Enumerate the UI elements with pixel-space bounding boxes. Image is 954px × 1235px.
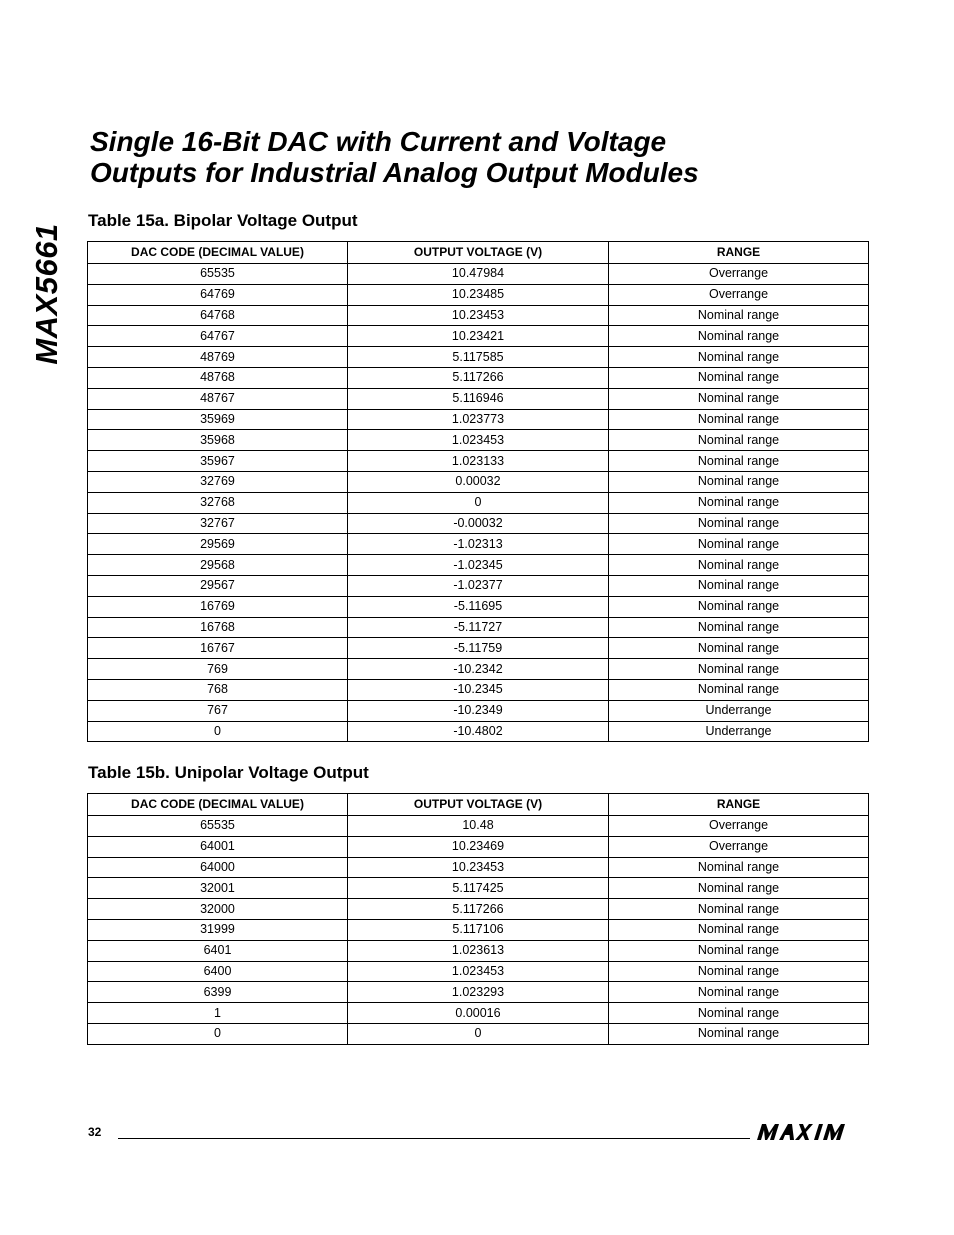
dac-code-cell: 767 <box>88 700 348 721</box>
output-voltage-cell: -10.2342 <box>348 659 609 680</box>
table-row <box>88 596 869 617</box>
column-header-output-voltage: OUTPUT VOLTAGE (V) <box>348 242 609 264</box>
range-cell: Nominal range <box>609 347 869 368</box>
output-voltage-cell: 10.23485 <box>348 284 609 305</box>
table-15b-title: Table 15b. Unipolar Voltage Output <box>88 763 369 782</box>
dac-code-cell: 35967 <box>88 451 348 472</box>
dac-code-cell: 6401 <box>88 940 348 961</box>
range-cell: Nominal range <box>609 409 869 430</box>
dac-code-cell: 0 <box>88 721 348 742</box>
range-cell: Underrange <box>609 721 869 742</box>
output-voltage-cell: 10.23453 <box>348 305 609 326</box>
range-cell: Nominal range <box>609 679 869 700</box>
range-cell: Nominal range <box>609 617 869 638</box>
output-voltage-cell: -10.2349 <box>348 700 609 721</box>
range-cell: Nominal range <box>609 534 869 555</box>
range-cell: Overrange <box>609 264 869 285</box>
table-row <box>88 679 869 700</box>
output-voltage-cell: 0.00032 <box>348 471 609 492</box>
range-cell: Nominal range <box>609 899 869 920</box>
output-voltage-cell: 0 <box>348 492 609 513</box>
output-voltage-cell: 5.116946 <box>348 388 609 409</box>
dac-code-cell: 0 <box>88 1023 348 1044</box>
range-cell: Nominal range <box>609 492 869 513</box>
table-row <box>88 492 869 513</box>
table-row <box>88 638 869 659</box>
column-header-range: RANGE <box>609 242 869 264</box>
table-15a-title: Table 15a. Bipolar Voltage Output <box>88 211 358 230</box>
range-cell: Nominal range <box>609 451 869 472</box>
table-row <box>88 347 869 368</box>
range-cell: Nominal range <box>609 575 869 596</box>
dac-code-cell: 32767 <box>88 513 348 534</box>
table-row <box>88 534 869 555</box>
dac-code-cell: 48767 <box>88 388 348 409</box>
dac-code-cell: 29569 <box>88 534 348 555</box>
document-title-line-1: Single 16-Bit DAC with Current and Voltage <box>90 126 667 157</box>
table-row <box>88 1023 869 1044</box>
dac-code-cell: 32000 <box>88 899 348 920</box>
output-voltage-cell: 0.00016 <box>348 1003 609 1024</box>
dac-code-cell: 16768 <box>88 617 348 638</box>
table-row <box>88 816 869 837</box>
output-voltage-cell: 1.023133 <box>348 451 609 472</box>
output-voltage-cell: -10.2345 <box>348 679 609 700</box>
table-row <box>88 264 869 285</box>
table-row <box>88 430 869 451</box>
document-title <box>90 126 890 188</box>
output-voltage-cell: -1.02345 <box>348 555 609 576</box>
table-row <box>88 513 869 534</box>
table-row <box>88 700 869 721</box>
output-voltage-cell: 5.117425 <box>348 878 609 899</box>
table-row <box>88 836 869 857</box>
table-row <box>88 878 869 899</box>
dac-code-cell: 1 <box>88 1003 348 1024</box>
dac-code-cell: 768 <box>88 679 348 700</box>
bipolar-voltage-table <box>87 241 869 742</box>
range-cell: Nominal range <box>609 513 869 534</box>
dac-code-cell: 65535 <box>88 264 348 285</box>
range-cell: Nominal range <box>609 961 869 982</box>
output-voltage-cell: 1.023453 <box>348 961 609 982</box>
table-header-row <box>88 794 869 816</box>
output-voltage-cell: 10.23453 <box>348 857 609 878</box>
table-row <box>88 284 869 305</box>
output-voltage-cell: -1.02313 <box>348 534 609 555</box>
range-cell: Nominal range <box>609 471 869 492</box>
output-voltage-cell: -5.11759 <box>348 638 609 659</box>
output-voltage-cell: 1.023613 <box>348 940 609 961</box>
table-row <box>88 899 869 920</box>
range-cell: Nominal range <box>609 857 869 878</box>
column-header-range: RANGE <box>609 794 869 816</box>
dac-code-cell: 31999 <box>88 919 348 940</box>
range-cell: Nominal range <box>609 919 869 940</box>
table-row <box>88 659 869 680</box>
output-voltage-cell: 1.023453 <box>348 430 609 451</box>
range-cell: Nominal range <box>609 878 869 899</box>
table-row <box>88 721 869 742</box>
dac-code-cell: 35969 <box>88 409 348 430</box>
table-row <box>88 409 869 430</box>
range-cell: Nominal range <box>609 305 869 326</box>
table-row <box>88 305 869 326</box>
output-voltage-cell: 5.117266 <box>348 899 609 920</box>
dac-code-cell: 16769 <box>88 596 348 617</box>
range-cell: Nominal range <box>609 1023 869 1044</box>
dac-code-cell: 769 <box>88 659 348 680</box>
range-cell: Nominal range <box>609 388 869 409</box>
dac-code-cell: 64000 <box>88 857 348 878</box>
column-header-output-voltage: OUTPUT VOLTAGE (V) <box>348 794 609 816</box>
range-cell: Nominal range <box>609 367 869 388</box>
table-header-row <box>88 242 869 264</box>
table-row <box>88 388 869 409</box>
table-row <box>88 617 869 638</box>
table-row <box>88 1003 869 1024</box>
dac-code-cell: 64767 <box>88 326 348 347</box>
dac-code-cell: 6399 <box>88 982 348 1003</box>
range-cell: Nominal range <box>609 555 869 576</box>
dac-code-cell: 6400 <box>88 961 348 982</box>
dac-code-cell: 32769 <box>88 471 348 492</box>
range-cell: Overrange <box>609 836 869 857</box>
column-header-dac-code: DAC CODE (DECIMAL VALUE) <box>88 242 348 264</box>
table-row <box>88 919 869 940</box>
table-row <box>88 367 869 388</box>
range-cell: Nominal range <box>609 659 869 680</box>
dac-code-cell: 64769 <box>88 284 348 305</box>
table-row <box>88 555 869 576</box>
range-cell: Nominal range <box>609 596 869 617</box>
table-row <box>88 451 869 472</box>
output-voltage-cell: -0.00032 <box>348 513 609 534</box>
table-row <box>88 857 869 878</box>
range-cell: Nominal range <box>609 940 869 961</box>
output-voltage-cell: -10.4802 <box>348 721 609 742</box>
table-row <box>88 961 869 982</box>
table-row <box>88 326 869 347</box>
range-cell: Nominal range <box>609 430 869 451</box>
dac-code-cell: 35968 <box>88 430 348 451</box>
unipolar-voltage-table <box>87 793 869 1045</box>
dac-code-cell: 48769 <box>88 347 348 368</box>
side-part-number <box>20 214 74 374</box>
dac-code-cell: 32001 <box>88 878 348 899</box>
document-title-line-2: Outputs for Industrial Analog Output Modules <box>90 157 699 188</box>
table-row <box>88 471 869 492</box>
dac-code-cell: 16767 <box>88 638 348 659</box>
output-voltage-cell: 5.117266 <box>348 367 609 388</box>
dac-code-cell: 48768 <box>88 367 348 388</box>
dac-code-cell: 32768 <box>88 492 348 513</box>
range-cell: Nominal range <box>609 982 869 1003</box>
page-number: 32 <box>88 1125 102 1139</box>
range-cell: Underrange <box>609 700 869 721</box>
range-cell: Nominal range <box>609 326 869 347</box>
range-cell: Overrange <box>609 816 869 837</box>
column-header-dac-code: DAC CODE (DECIMAL VALUE) <box>88 794 348 816</box>
output-voltage-cell: 5.117106 <box>348 919 609 940</box>
maxim-logo <box>755 1122 865 1142</box>
output-voltage-cell: 1.023773 <box>348 409 609 430</box>
footer-rule <box>118 1138 750 1139</box>
dac-code-cell: 65535 <box>88 816 348 837</box>
range-cell: Nominal range <box>609 638 869 659</box>
range-cell: Overrange <box>609 284 869 305</box>
output-voltage-cell: -5.11695 <box>348 596 609 617</box>
table-row <box>88 940 869 961</box>
table-row <box>88 575 869 596</box>
output-voltage-cell: 0 <box>348 1023 609 1044</box>
output-voltage-cell: -1.02377 <box>348 575 609 596</box>
output-voltage-cell: -5.11727 <box>348 617 609 638</box>
dac-code-cell: 29568 <box>88 555 348 576</box>
output-voltage-cell: 1.023293 <box>348 982 609 1003</box>
range-cell: Nominal range <box>609 1003 869 1024</box>
output-voltage-cell: 10.23421 <box>348 326 609 347</box>
output-voltage-cell: 5.117585 <box>348 347 609 368</box>
dac-code-cell: 29567 <box>88 575 348 596</box>
output-voltage-cell: 10.48 <box>348 816 609 837</box>
dac-code-cell: 64001 <box>88 836 348 857</box>
dac-code-cell: 64768 <box>88 305 348 326</box>
table-row <box>88 982 869 1003</box>
output-voltage-cell: 10.23469 <box>348 836 609 857</box>
side-part-label: MAX5661 <box>29 223 64 365</box>
output-voltage-cell: 10.47984 <box>348 264 609 285</box>
